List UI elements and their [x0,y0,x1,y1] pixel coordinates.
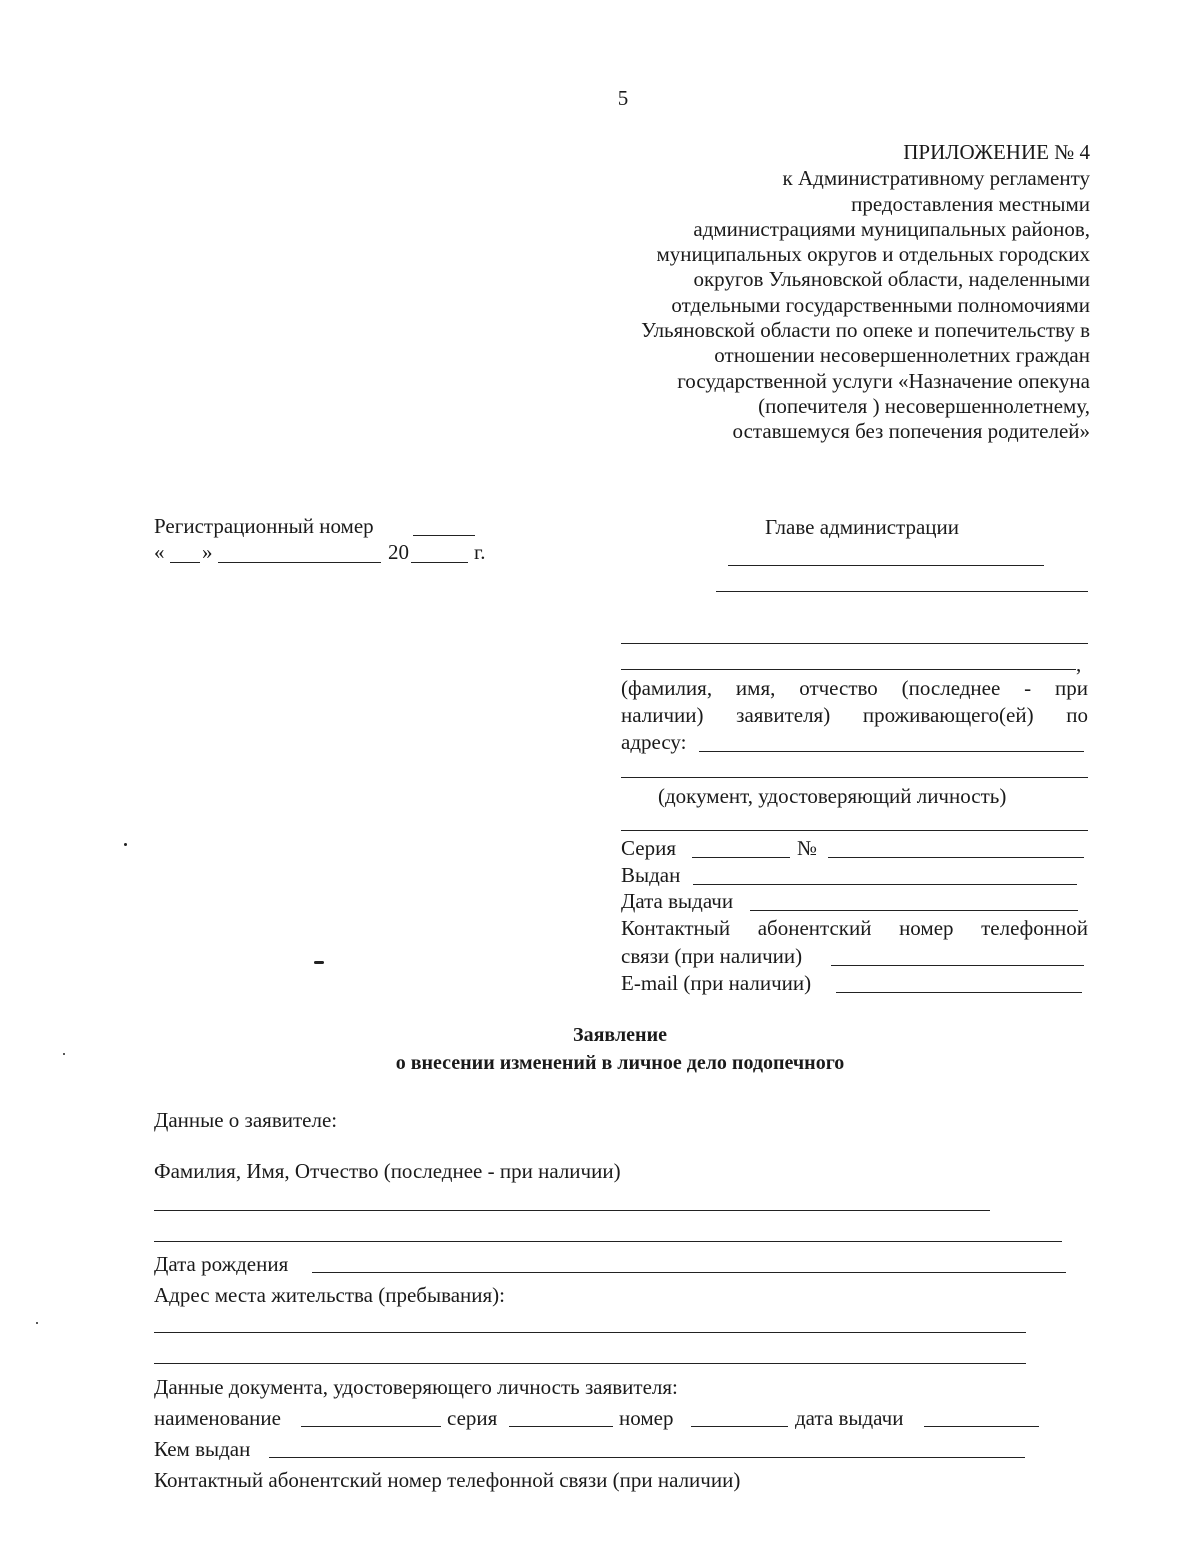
annex-line: оставшемуся без попечения родителей» [732,419,1090,444]
fio-hint-line-2: наличии) заявителя) проживающего(ей) по [621,703,1088,727]
scan-speck [124,843,127,846]
applicant-phone-label: Контактный абонентский номер телефонной связи (при наличии) [154,1468,741,1492]
statement-subtitle: о внесении изменений в личное дело подопечного [395,1052,845,1074]
residence-address-field-1[interactable] [154,1332,1026,1333]
addressee-label: Главе администрации [765,515,960,539]
annex-block [641,140,1090,445]
number-field[interactable] [828,857,1084,858]
applicant-name-field-2[interactable] [621,669,1076,670]
document-name-label: наименование [154,1406,281,1430]
date-open-quote: « [154,540,165,564]
registration-number-label: Регистрационный номер [154,514,374,538]
phone-label-line-1: Контактный абонентский номер телефонной [621,916,1088,940]
issue-date-label: Дата выдачи [621,889,734,913]
residence-address-label: Адрес места жительства (пребывания): [154,1283,506,1307]
annex-line: к Административному регламенту [782,166,1090,191]
document-field[interactable] [621,830,1088,831]
address-field-2[interactable] [621,777,1088,778]
series-label: Серия [621,836,676,860]
registration-day-field[interactable] [170,562,200,563]
annex-line: округов Ульяновской области, наделенными [693,267,1090,292]
applicant-name-field-1[interactable] [621,643,1088,644]
email-field[interactable] [836,992,1082,993]
residence-address-field-2[interactable] [154,1363,1026,1364]
applicant-fio-field-1[interactable] [154,1210,990,1211]
document-date-field[interactable] [924,1426,1039,1427]
year-suffix: г. [474,540,486,564]
document-series-label: серия [447,1406,498,1430]
scan-speck [36,1322,38,1324]
birth-date-label: Дата рождения [154,1252,289,1276]
annex-line: отдельными государственными полномочиями [671,292,1090,317]
issued-by-field[interactable] [269,1457,1025,1458]
scan-speck [63,1053,65,1055]
issue-date-field[interactable] [750,910,1078,911]
head-name-field-2[interactable] [716,591,1088,592]
applicant-fio-field-2[interactable] [154,1241,1062,1242]
annex-line: Ульяновской области по опеке и попечительству в [641,318,1090,343]
fio-hint-line-1: (фамилия, имя, отчество (последнее - при [621,676,1088,700]
year-prefix: 20 [388,540,409,564]
document-date-label: дата выдачи [795,1406,904,1430]
date-close-quote: » [202,540,213,564]
address-label: адресу: [621,730,687,754]
annex-line: государственной услуги «Назначение опекуна [677,368,1090,393]
applicant-section-label: Данные о заявителе: [154,1108,338,1132]
applicant-fio-label: Фамилия, Имя, Отчество (последнее - при наличии) [154,1159,621,1183]
comma: , [1076,652,1082,676]
phone-label-line-2: связи (при наличии) [621,944,803,968]
head-name-field-1[interactable] [728,565,1044,566]
statement-title: Заявление [573,1024,667,1046]
email-label: E-mail (при наличии) [621,971,812,995]
document-number-label: номер [619,1406,674,1430]
annex-line: отношении несовершеннолетних граждан [714,343,1090,368]
registration-number-field[interactable] [413,535,475,536]
document-hint: (документ, удостоверяющий личность) [658,784,1007,808]
issued-by-label: Кем выдан [154,1437,251,1461]
document-number-field[interactable] [691,1426,788,1427]
address-field-1[interactable] [699,751,1084,752]
identity-document-section-label: Данные документа, удостоверяющего личность заявителя: [154,1375,678,1399]
document-name-field[interactable] [301,1426,441,1427]
registration-year-field[interactable] [411,562,468,563]
annex-line: муниципальных округов и отдельных городских [656,242,1090,267]
series-field[interactable] [692,857,790,858]
number-label: № [797,836,818,860]
birth-date-field[interactable] [312,1272,1066,1273]
phone-field[interactable] [831,965,1084,966]
annex-line: предоставления местными [851,191,1090,216]
page-number: 5 [617,86,629,110]
annex-line: администрациями муниципальных районов, [693,216,1090,241]
issued-field[interactable] [693,884,1077,885]
issued-label: Выдан [621,863,681,887]
annex-title: ПРИЛОЖЕНИЕ № 4 [903,140,1090,164]
annex-line: (попечителя ) несовершеннолетнему, [758,393,1090,418]
registration-month-field[interactable] [218,562,381,563]
scan-speck [314,961,324,964]
document-series-field[interactable] [509,1426,613,1427]
